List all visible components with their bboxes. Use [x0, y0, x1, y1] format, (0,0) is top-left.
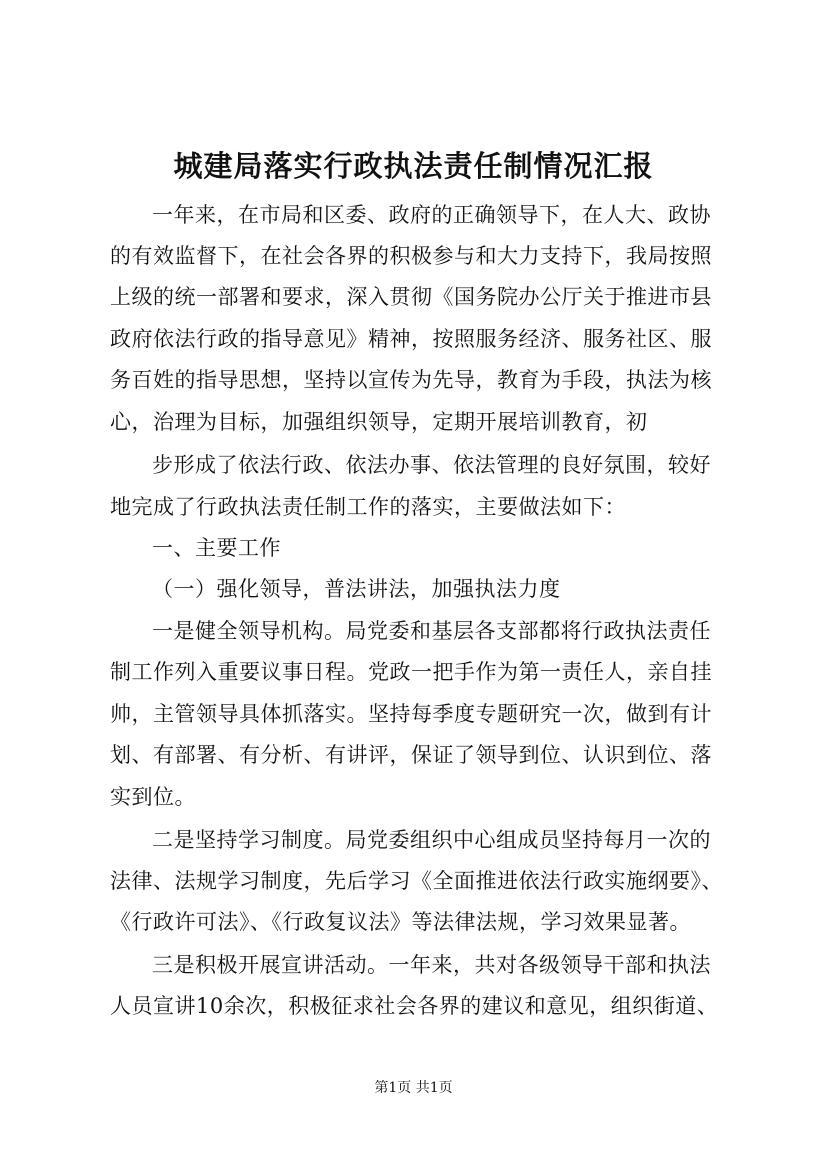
paragraph-line: 划、有部署、有分析、有讲评，保证了领导到位、认识到位、落 [110, 743, 712, 767]
paragraph-line: 二是坚持学习制度。局党委组织中心组成员坚持每月一次的 [152, 828, 711, 852]
paragraph-line: 的有效监督下，在社会各界的积极参与和大力支持下，我局按照 [110, 244, 712, 268]
paragraph-line: 《行政许可法》、《行政复议法》等法律法规，学习效果显著。 [110, 910, 691, 934]
paragraph-line: 制工作列入重要议事日程。党政一把手作为第一责任人，亲自挂 [110, 660, 712, 684]
paragraph-line: 步形成了依法行政、依法办事、依法管理的良好氛围，较好 [152, 453, 711, 477]
paragraph-line: 一是健全领导机构。局党委和基层各支部都将行政执法责任 [152, 619, 711, 643]
paragraph-line: 实到位。 [110, 785, 196, 809]
paragraph-line: 三是积极开展宣讲活动。一年来，共对各级领导干部和执法 [152, 953, 711, 977]
paragraph-line: 地完成了行政执法责任制工作的落实，主要做法如下： [110, 495, 626, 519]
page-number-label: 第1页 共1页 [374, 1080, 453, 1096]
paragraph-line: 一年来，在市局和区委、政府的正确领导下，在人大、政协 [152, 203, 711, 227]
section-heading: 一、主要工作 [152, 536, 281, 560]
paragraph-line: 政府依法行政的指导意见》精神，按照服务经济、服务社区、服 [110, 327, 712, 351]
paragraph-line: 务百姓的指导思想，坚持以宣传为先导，教育为手段，执法为核 [110, 368, 712, 392]
subsection-heading: （一）强化领导，普法讲法，加强执法力度 [152, 577, 561, 601]
paragraph-line: 人员宣讲10余次，积极征求社会各界的建议和意见，组织街道、 [110, 994, 719, 1018]
paragraph-line: 法律、法规学习制度，先后学习《全面推进依法行政实施纲要》、 [110, 869, 723, 893]
page-footer [0, 1078, 827, 1098]
document-title: 城建局落实行政执法责任制情况汇报 [173, 149, 654, 183]
paragraph-line: 上级的统一部署和要求，深入贯彻《国务院办公厅关于推进市县 [110, 285, 712, 309]
paragraph-line: 心，治理为目标，加强组织领导，定期开展培训教育，初 [110, 410, 648, 434]
paragraph-line: 帅，主管领导具体抓落实。坚持每季度专题研究一次，做到有计 [110, 702, 712, 726]
